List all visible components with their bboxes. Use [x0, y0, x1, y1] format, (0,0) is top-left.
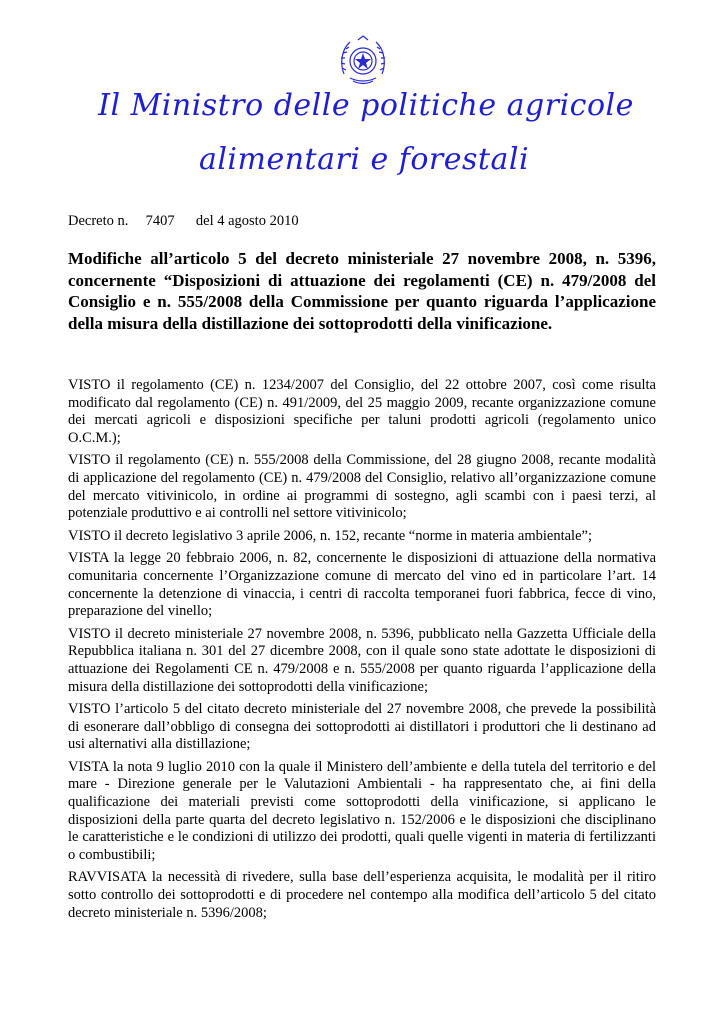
paragraph-vista-legge-82: VISTA la legge 20 febbraio 2006, n. 82, concernente le disposizioni di attuazione della normativa comunitaria concernente l’Organizzazione comune di mercato del vino ed in particolare l’art. 14 concernente la detenzione di vinaccia, i centri di raccolta temporanei fuori fabbrica, fecce di vino, preparazione del vinello;: [68, 550, 656, 620]
paragraph-visto-1234-2007: VISTO il regolamento (CE) n. 1234/2007 del Consiglio, del 22 ottobre 2007, così come risulta modificato dal regolamento (CE) n. 491/2009, del 25 maggio 2009, recante organizzazione comune dei mercati agricoli e disposizioni specifiche per taluni prodotti agricoli (regolamento unico O.C.M.);: [68, 377, 656, 446]
paragraph-visto-articolo-5: VISTO l’articolo 5 del citato decreto ministeriale del 27 novembre 2008, che prevede la possibilità di esonerare dall’obbligo di consegna dei sottoprodotti ai distillatori i produttori che li destinano ad usi alternativi alla distillazione;: [68, 701, 656, 753]
paragraph-visto-dm-5396: VISTO il decreto ministeriale 27 novembre 2008, n. 5396, pubblicato nella Gazzetta Ufficiale della Repubblica italiana n. 301 del 27 dicembre 2008, con il quale sono state adottate le disposizioni di attuazione dei Regolamenti CE n. 479/2008 e n. 555/2008 per quanto riguarda l’applicazione della misura della distillazione dei sottoprodotti della vinificazione;: [68, 625, 656, 695]
italian-republic-emblem-icon: [338, 34, 388, 88]
document-body: [68, 377, 656, 927]
decree-label: Decreto n.: [68, 213, 129, 229]
decree-reference: [68, 213, 299, 230]
paragraph-vista-nota: VISTA la nota 9 luglio 2010 con la quale il Ministero dell’ambiente e della tutela del territorio e del mare - Direzione generale per le Valutazioni Ambientali - ha rappresentato che, ai fini della qualificazione dei materiali previsti come sottoprodotti della vinificazione, si applicano le disposizioni della parte quarta del decreto legislativo n. 152/2006 e le disposizioni che disciplinano le caratteristiche e le condizioni di utilizzo dei prodotti, quali quelle vigenti in materia di fertilizzanti o combustibili;: [68, 758, 656, 863]
paragraph-visto-555-2008: VISTO il regolamento (CE) n. 555/2008 della Commissione, del 28 giugno 2008, recante modalità di applicazione del regolamento (CE) n. 479/2008 del Consiglio, relativo all’organizzazione comune del mercato vitivinicolo, in ordine ai programmi di sostegno, agli scambi con i paesi terzi, al potenziale produttivo e ai controlli nel settore vitivinicolo;: [68, 452, 656, 522]
ministry-title-line1: Il Ministro delle politiche agricole: [98, 88, 634, 123]
decree-date: del 4 agosto 2010: [195, 213, 299, 229]
decree-title: Modifiche all’articolo 5 del decreto ministeriale 27 novembre 2008, n. 5396, concernente “Disposizioni di attuazione dei regolamenti (CE) n. 479/2008 del Consiglio e n. 555/2008 della Commissione per quanto riguarda l’applicazione della misura della distillazione dei sottoprodotti della vinificazione.: [68, 249, 656, 333]
decree-number: 7407: [145, 213, 175, 229]
paragraph-ravvisata: RAVVISATA la necessità di rivedere, sulla base dell’esperienza acquisita, le modalità per il ritiro sotto controllo dei sottoprodotti e di procedere nel contempo alla modifica dell’articolo 5 del citato decreto ministeriale n. 5396/2008;: [68, 869, 656, 921]
paragraph-visto-dlgs-152: VISTO il decreto legislativo 3 aprile 2006, n. 152, recante “norme in materia ambientale”;: [68, 527, 592, 544]
ministry-title-line2: alimentari e forestali: [198, 142, 530, 177]
